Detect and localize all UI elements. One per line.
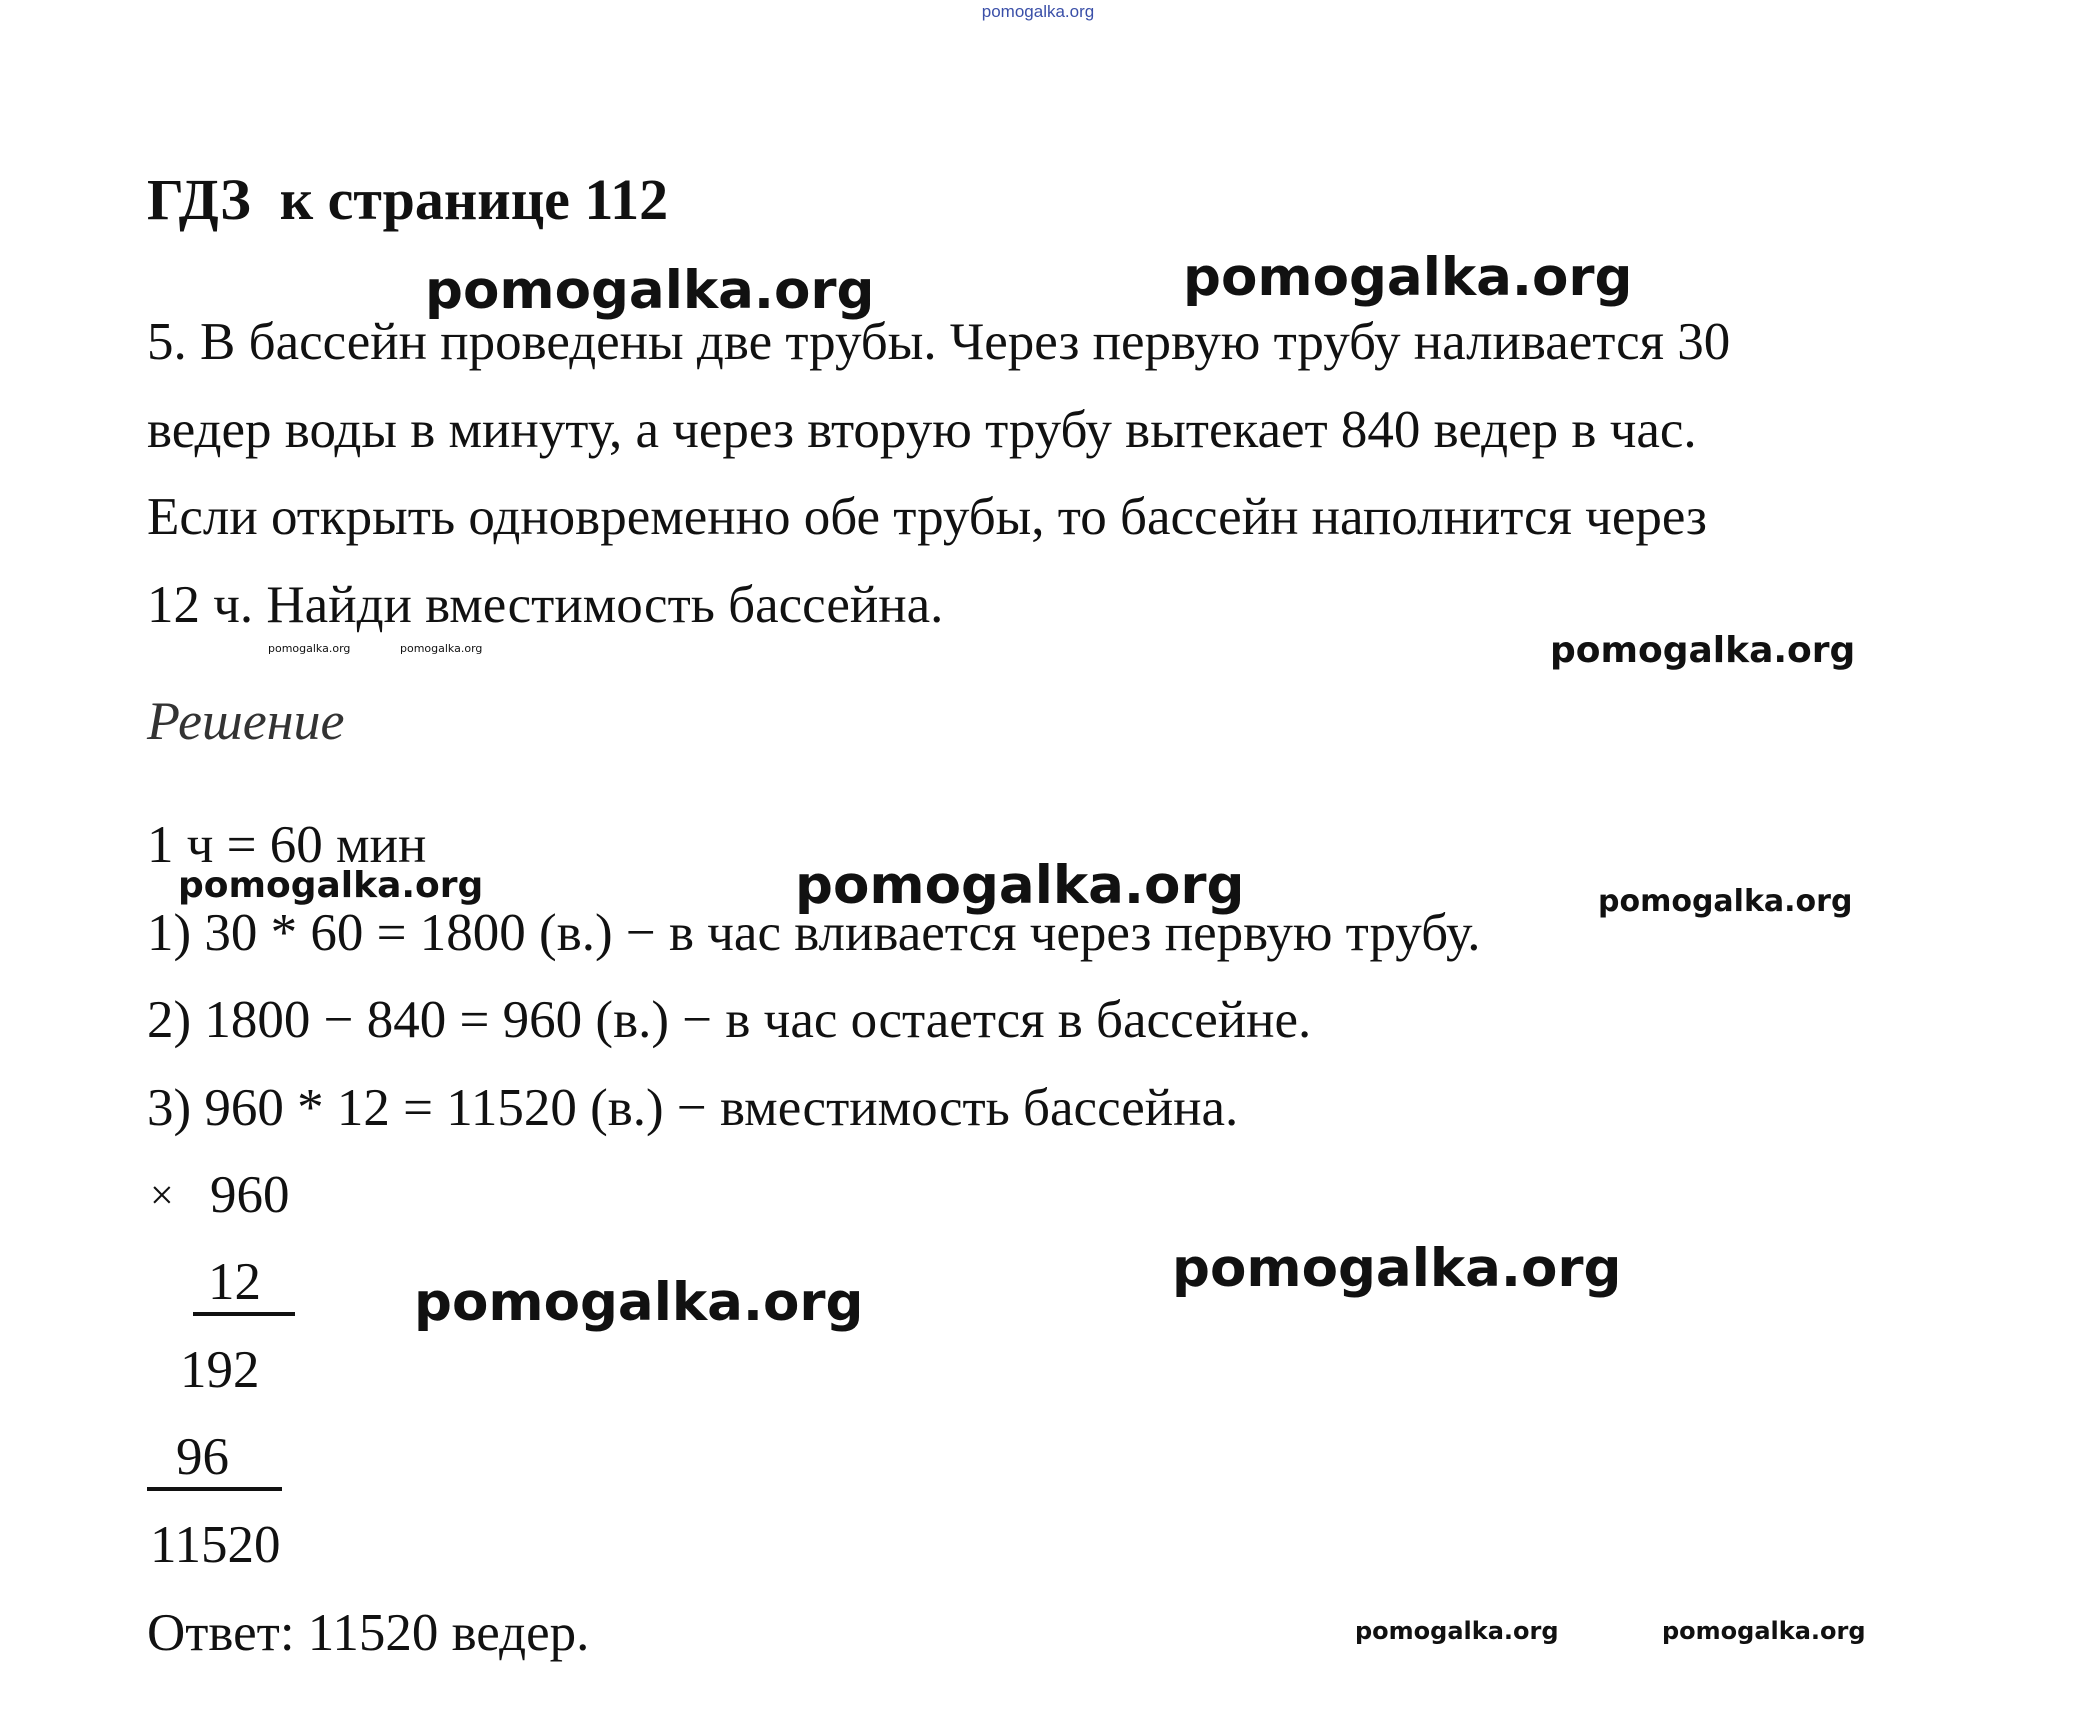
partial-product-2: 96 (176, 1428, 229, 1486)
multiplicand: 960 (210, 1166, 290, 1224)
multiplication-rule-2 (147, 1487, 282, 1491)
watermark: pomogalka.org (1355, 1617, 1559, 1645)
watermark: pomogalka.org (795, 855, 1245, 916)
step-2: 2) 1800 − 840 = 960 (в.) − в час остается в бассейне. (147, 991, 1312, 1049)
partial-product-1: 192 (180, 1341, 260, 1399)
problem-line-1: 5. В бассейн проведены две трубы. Через первую трубу наливается 30 (147, 313, 1731, 371)
watermark: pomogalka.org (1172, 1238, 1622, 1299)
multiply-sign: × (150, 1173, 174, 1219)
multiplication-rule-1 (193, 1312, 295, 1316)
step-3: 3) 960 * 12 = 11520 (в.) − вместимость бассейна. (147, 1079, 1239, 1137)
watermark: pomogalka.org (414, 1272, 864, 1333)
watermark: pomogalka.org (1550, 630, 1856, 671)
answer-line: Ответ: 11520 ведер. (147, 1604, 590, 1662)
watermark: pomogalka.org (425, 260, 875, 321)
top-watermark: pomogalka.org (981, 2, 1095, 21)
problem-line-3: Если открыть одновременно обе трубы, то бассейн наполнится через (147, 488, 1707, 546)
watermark: pomogalka.org (1183, 247, 1633, 308)
multiplication-result: 11520 (150, 1516, 281, 1574)
watermark: pomogalka.org (268, 642, 351, 655)
conversion-line: 1 ч = 60 мин (147, 816, 427, 874)
solution-label: Решение (147, 691, 345, 751)
step-1: 1) 30 * 60 = 1800 (в.) − в час вливается через первую трубу. (147, 904, 1481, 962)
page-title: ГДЗ к странице 112 (147, 167, 669, 232)
watermark: pomogalka.org (178, 865, 484, 906)
watermark: pomogalka.org (400, 642, 483, 655)
watermark: pomogalka.org (1662, 1617, 1866, 1645)
problem-line-2: ведер воды в минуту, а через вторую трубу вытекает 840 ведер в час. (147, 401, 1697, 459)
watermark: pomogalka.org (1598, 884, 1853, 919)
multiplier: 12 (208, 1253, 261, 1311)
problem-line-4: 12 ч. Найди вместимость бассейна. (147, 576, 944, 634)
